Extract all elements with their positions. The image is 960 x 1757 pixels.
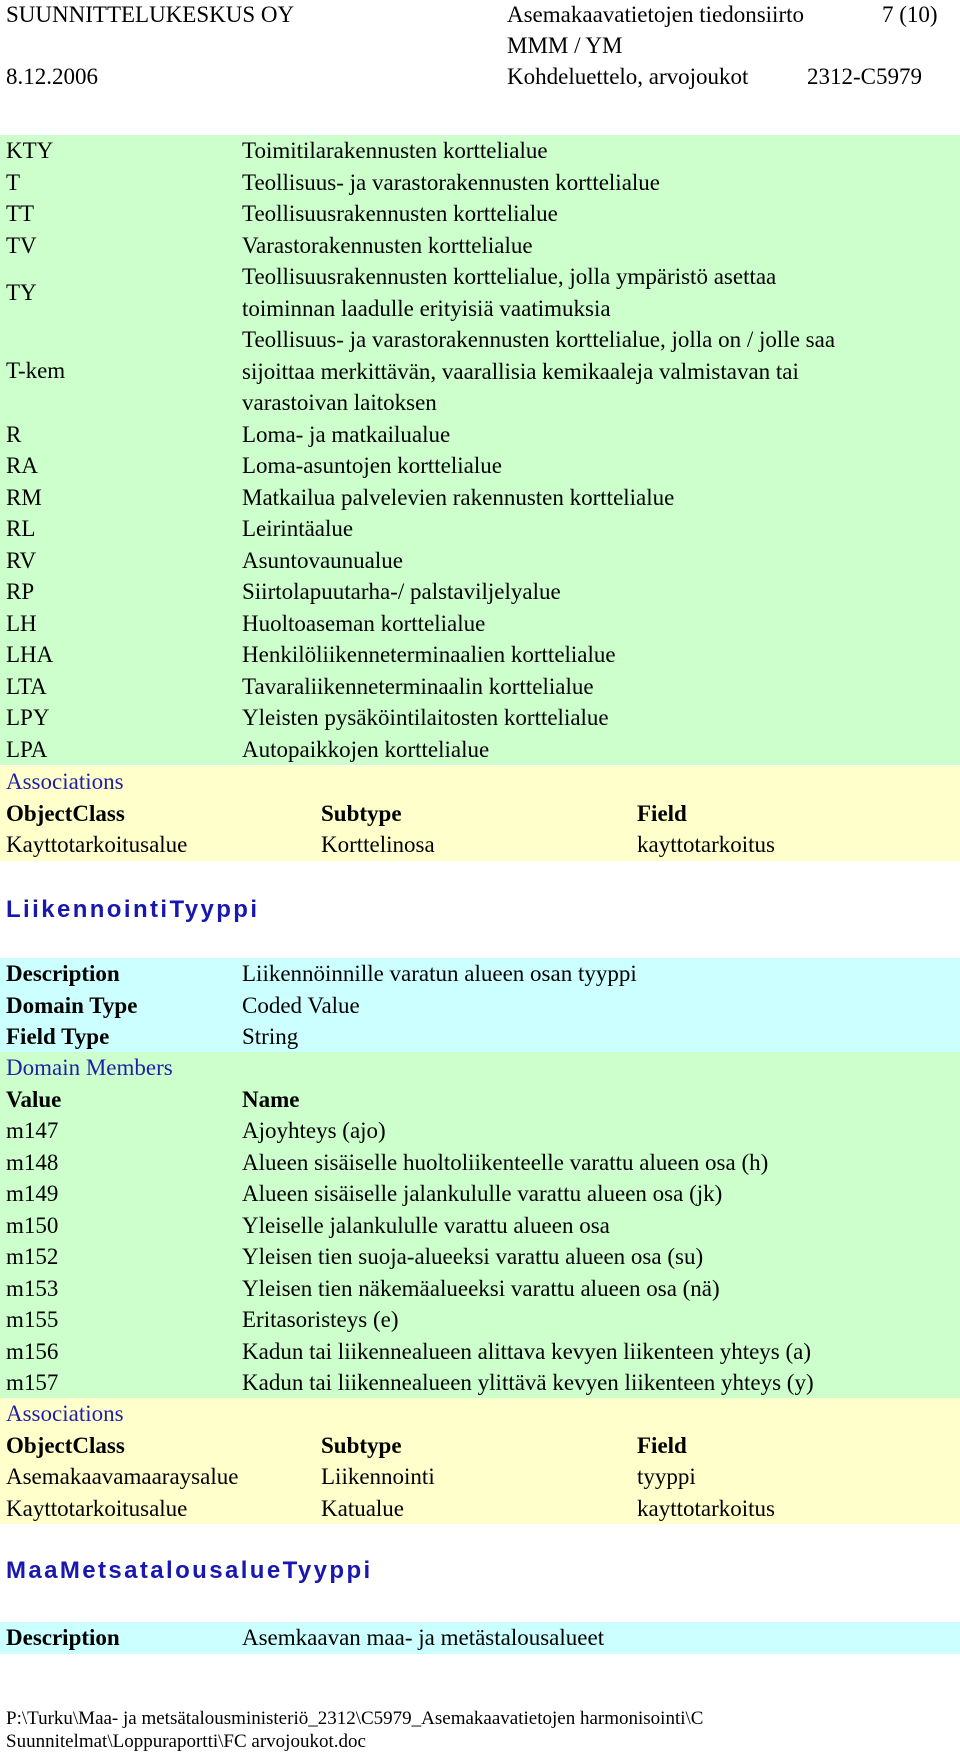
code-name: Teollisuusrakennusten korttelialue, jolla ympäristö asettaa — [242, 264, 777, 289]
member-value: m150 — [6, 1212, 59, 1238]
code-name: Huoltoaseman korttelialue — [242, 610, 486, 636]
code-value: LPA — [6, 736, 48, 762]
associations-table-1 — [0, 766, 960, 861]
member-name: Kadun tai liikennealueen alittava kevyen liikenteen yhteys (a) — [242, 1338, 812, 1364]
member-value: m153 — [6, 1275, 59, 1301]
code-value: R — [6, 421, 22, 447]
member-name: Alueen sisäiselle huoltoliikenteelle varattu alueen osa (h) — [242, 1149, 769, 1175]
footer-path-line2: Suunnitelmat\Loppuraportti\FC arvojoukot.doc — [6, 1731, 366, 1752]
liikennointi-properties — [0, 958, 960, 1053]
domain-type-value: Coded Value — [242, 992, 360, 1018]
domain-member-row — [0, 1147, 960, 1179]
association-subtype: Liikennointi — [321, 1464, 435, 1489]
code-name: Henkilöliikenneterminaalien korttelialue — [242, 642, 616, 667]
association-subtype: Katualue — [321, 1495, 405, 1521]
code-name: Teollisuus- ja varastorakennusten korttelialue — [242, 169, 661, 195]
code-row — [0, 450, 960, 482]
field-header: Field — [637, 1432, 687, 1458]
maametsatalous-properties — [0, 1622, 960, 1654]
section-name: Kohdeluettelo, arvojoukot — [507, 64, 749, 89]
document-title: Asemakaavatietojen tiedonsiirto — [507, 2, 804, 27]
code-value: RM — [6, 484, 42, 510]
association-objectclass: Kayttotarkoitusalue — [6, 1495, 188, 1521]
code-row — [0, 671, 960, 703]
association-objectclass: Asemakaavamaaraysalue — [6, 1464, 239, 1489]
domain-member-row — [0, 1367, 960, 1399]
code-value: RA — [6, 453, 38, 478]
description-value: Asemkaavan maa- ja metästalousalueet — [242, 1625, 605, 1650]
member-value: m148 — [6, 1149, 59, 1175]
member-name: Alueen sisäiselle jalankululle varattu alueen osa (jk) — [242, 1181, 723, 1206]
association-field: tyyppi — [637, 1464, 696, 1489]
association-row — [0, 1461, 960, 1493]
code-value: TV — [6, 232, 37, 258]
code-value: KTY — [6, 138, 54, 163]
member-name: Yleiselle jalankululle varattu alueen osa — [242, 1212, 610, 1238]
code-name: sijoittaa merkittävän, vaarallisia kemikaaleja valmistavan tai — [242, 358, 799, 384]
domain-title-liikennointi: LiikennointiTyyppi — [6, 896, 260, 923]
code-row — [0, 545, 960, 577]
code-name: Toimitilarakennusten korttelialue — [242, 138, 548, 163]
code-name: varastoivan laitoksen — [242, 390, 437, 415]
associations-table-2 — [0, 1398, 960, 1524]
code-name: Loma-asuntojen korttelialue — [242, 453, 502, 478]
objectclass-header: ObjectClass — [6, 1432, 125, 1458]
code-row — [0, 702, 960, 734]
code-row — [0, 513, 960, 545]
code-row — [0, 482, 960, 514]
associations-label: Associations — [6, 769, 124, 794]
code-value: RL — [6, 516, 36, 541]
code-value: LHA — [6, 642, 54, 667]
name-header: Name — [242, 1086, 300, 1112]
association-objectclass: Kayttotarkoitusalue — [6, 832, 188, 857]
domain-member-row — [0, 1178, 960, 1210]
file-path-footer — [6, 1707, 703, 1753]
code-row — [0, 639, 960, 671]
association-subtype: Korttelinosa — [321, 832, 435, 857]
domain-member-row — [0, 1241, 960, 1273]
field-type-label: Field Type — [6, 1024, 110, 1049]
member-name: Yleisen tien näkemäalueeksi varattu alueen osa (nä) — [242, 1275, 720, 1301]
associations-label: Associations — [6, 1401, 124, 1426]
member-value: m157 — [6, 1370, 59, 1395]
code-row — [0, 419, 960, 451]
member-name: Eritasoristeys (e) — [242, 1307, 399, 1332]
association-field: kayttotarkoitus — [637, 832, 775, 857]
association-row — [0, 1493, 960, 1525]
objectclass-header: ObjectClass — [6, 800, 125, 826]
liikennointi-members — [0, 1052, 960, 1399]
code-value: LH — [6, 610, 37, 636]
code-row — [0, 576, 960, 608]
company-name: SUUNNITTELUKESKUS OY — [6, 2, 295, 27]
code-value: TT — [6, 201, 35, 226]
description-label: Description — [6, 961, 120, 986]
association-field: kayttotarkoitus — [637, 1495, 775, 1521]
code-row — [0, 261, 960, 324]
domain-members-label: Domain Members — [6, 1055, 173, 1080]
subtype-header: Subtype — [321, 800, 402, 826]
code-name: Yleisten pysäköintilaitosten korttelialue — [242, 705, 609, 730]
code-name: toiminnan laadulle erityisiä vaatimuksia — [242, 295, 611, 321]
code-value: RP — [6, 579, 35, 604]
code-name: Asuntovaunualue — [242, 547, 403, 573]
page-number: 7 (10) — [882, 2, 938, 27]
subtype-header: Subtype — [321, 1432, 402, 1458]
member-value: m147 — [6, 1118, 59, 1143]
domain-member-row — [0, 1304, 960, 1336]
code-name: Loma- ja matkailualue — [242, 421, 451, 447]
domain-member-row — [0, 1210, 960, 1242]
field-header: Field — [637, 800, 687, 826]
code-name: Siirtolapuutarha-/ palstaviljelyalue — [242, 579, 561, 604]
domain-type-label: Domain Type — [6, 992, 138, 1018]
document-date: 8.12.2006 — [6, 64, 98, 89]
code-row — [0, 167, 960, 199]
code-name: Varastorakennusten korttelialue — [242, 232, 533, 258]
field-type-value: String — [242, 1024, 299, 1049]
code-row — [0, 734, 960, 766]
code-name: Leirintäalue — [242, 516, 354, 541]
domain-title-maametsatalous: MaaMetsatalousalueTyyppi — [6, 1557, 373, 1584]
code-name: Autopaikkojen korttelialue — [242, 736, 490, 762]
member-name: Kadun tai liikennealueen ylittävä kevyen liikenteen yhteys (y) — [242, 1370, 814, 1395]
description-label: Description — [6, 1625, 120, 1650]
member-name: Ajoyhteys (ajo) — [242, 1118, 386, 1143]
code-row — [0, 198, 960, 230]
code-row — [0, 230, 960, 262]
usage-code-table — [0, 135, 960, 765]
domain-member-row — [0, 1273, 960, 1305]
code-value: RV — [6, 547, 37, 573]
value-header: Value — [6, 1086, 62, 1112]
member-value: m155 — [6, 1307, 59, 1332]
code-value: T — [6, 169, 21, 195]
code-name: Teollisuus- ja varastorakennusten korttelialue, jolla on / jolle saa — [242, 327, 836, 352]
code-name: Tavaraliikenneterminaalin korttelialue — [242, 673, 594, 699]
client-name: MMM / YM — [507, 33, 623, 58]
project-number: 2312-C5979 — [807, 64, 922, 89]
code-value: T-kem — [6, 358, 66, 383]
code-value: TY — [6, 280, 37, 305]
code-name: Matkailua palvelevien rakennusten korttelialue — [242, 484, 675, 510]
code-value: LTA — [6, 673, 47, 699]
member-name: Yleisen tien suoja-alueeksi varattu alueen osa (su) — [242, 1244, 704, 1269]
description-value: Liikennöinnille varatun alueen osan tyyppi — [242, 961, 637, 986]
code-row — [0, 135, 960, 167]
member-value: m152 — [6, 1244, 59, 1269]
member-value: m156 — [6, 1338, 59, 1364]
footer-path-line1: P:\Turku\Maa- ja metsätalousministeriö_2312\C5979_Asemakaavatietojen harmonisointi\C — [6, 1708, 704, 1729]
code-value: LPY — [6, 705, 50, 730]
domain-member-row — [0, 1115, 960, 1147]
member-value: m149 — [6, 1181, 59, 1206]
code-row — [0, 608, 960, 640]
code-row — [0, 324, 960, 419]
domain-member-row — [0, 1336, 960, 1368]
code-name: Teollisuusrakennusten korttelialue — [242, 201, 558, 226]
association-row — [0, 829, 960, 861]
